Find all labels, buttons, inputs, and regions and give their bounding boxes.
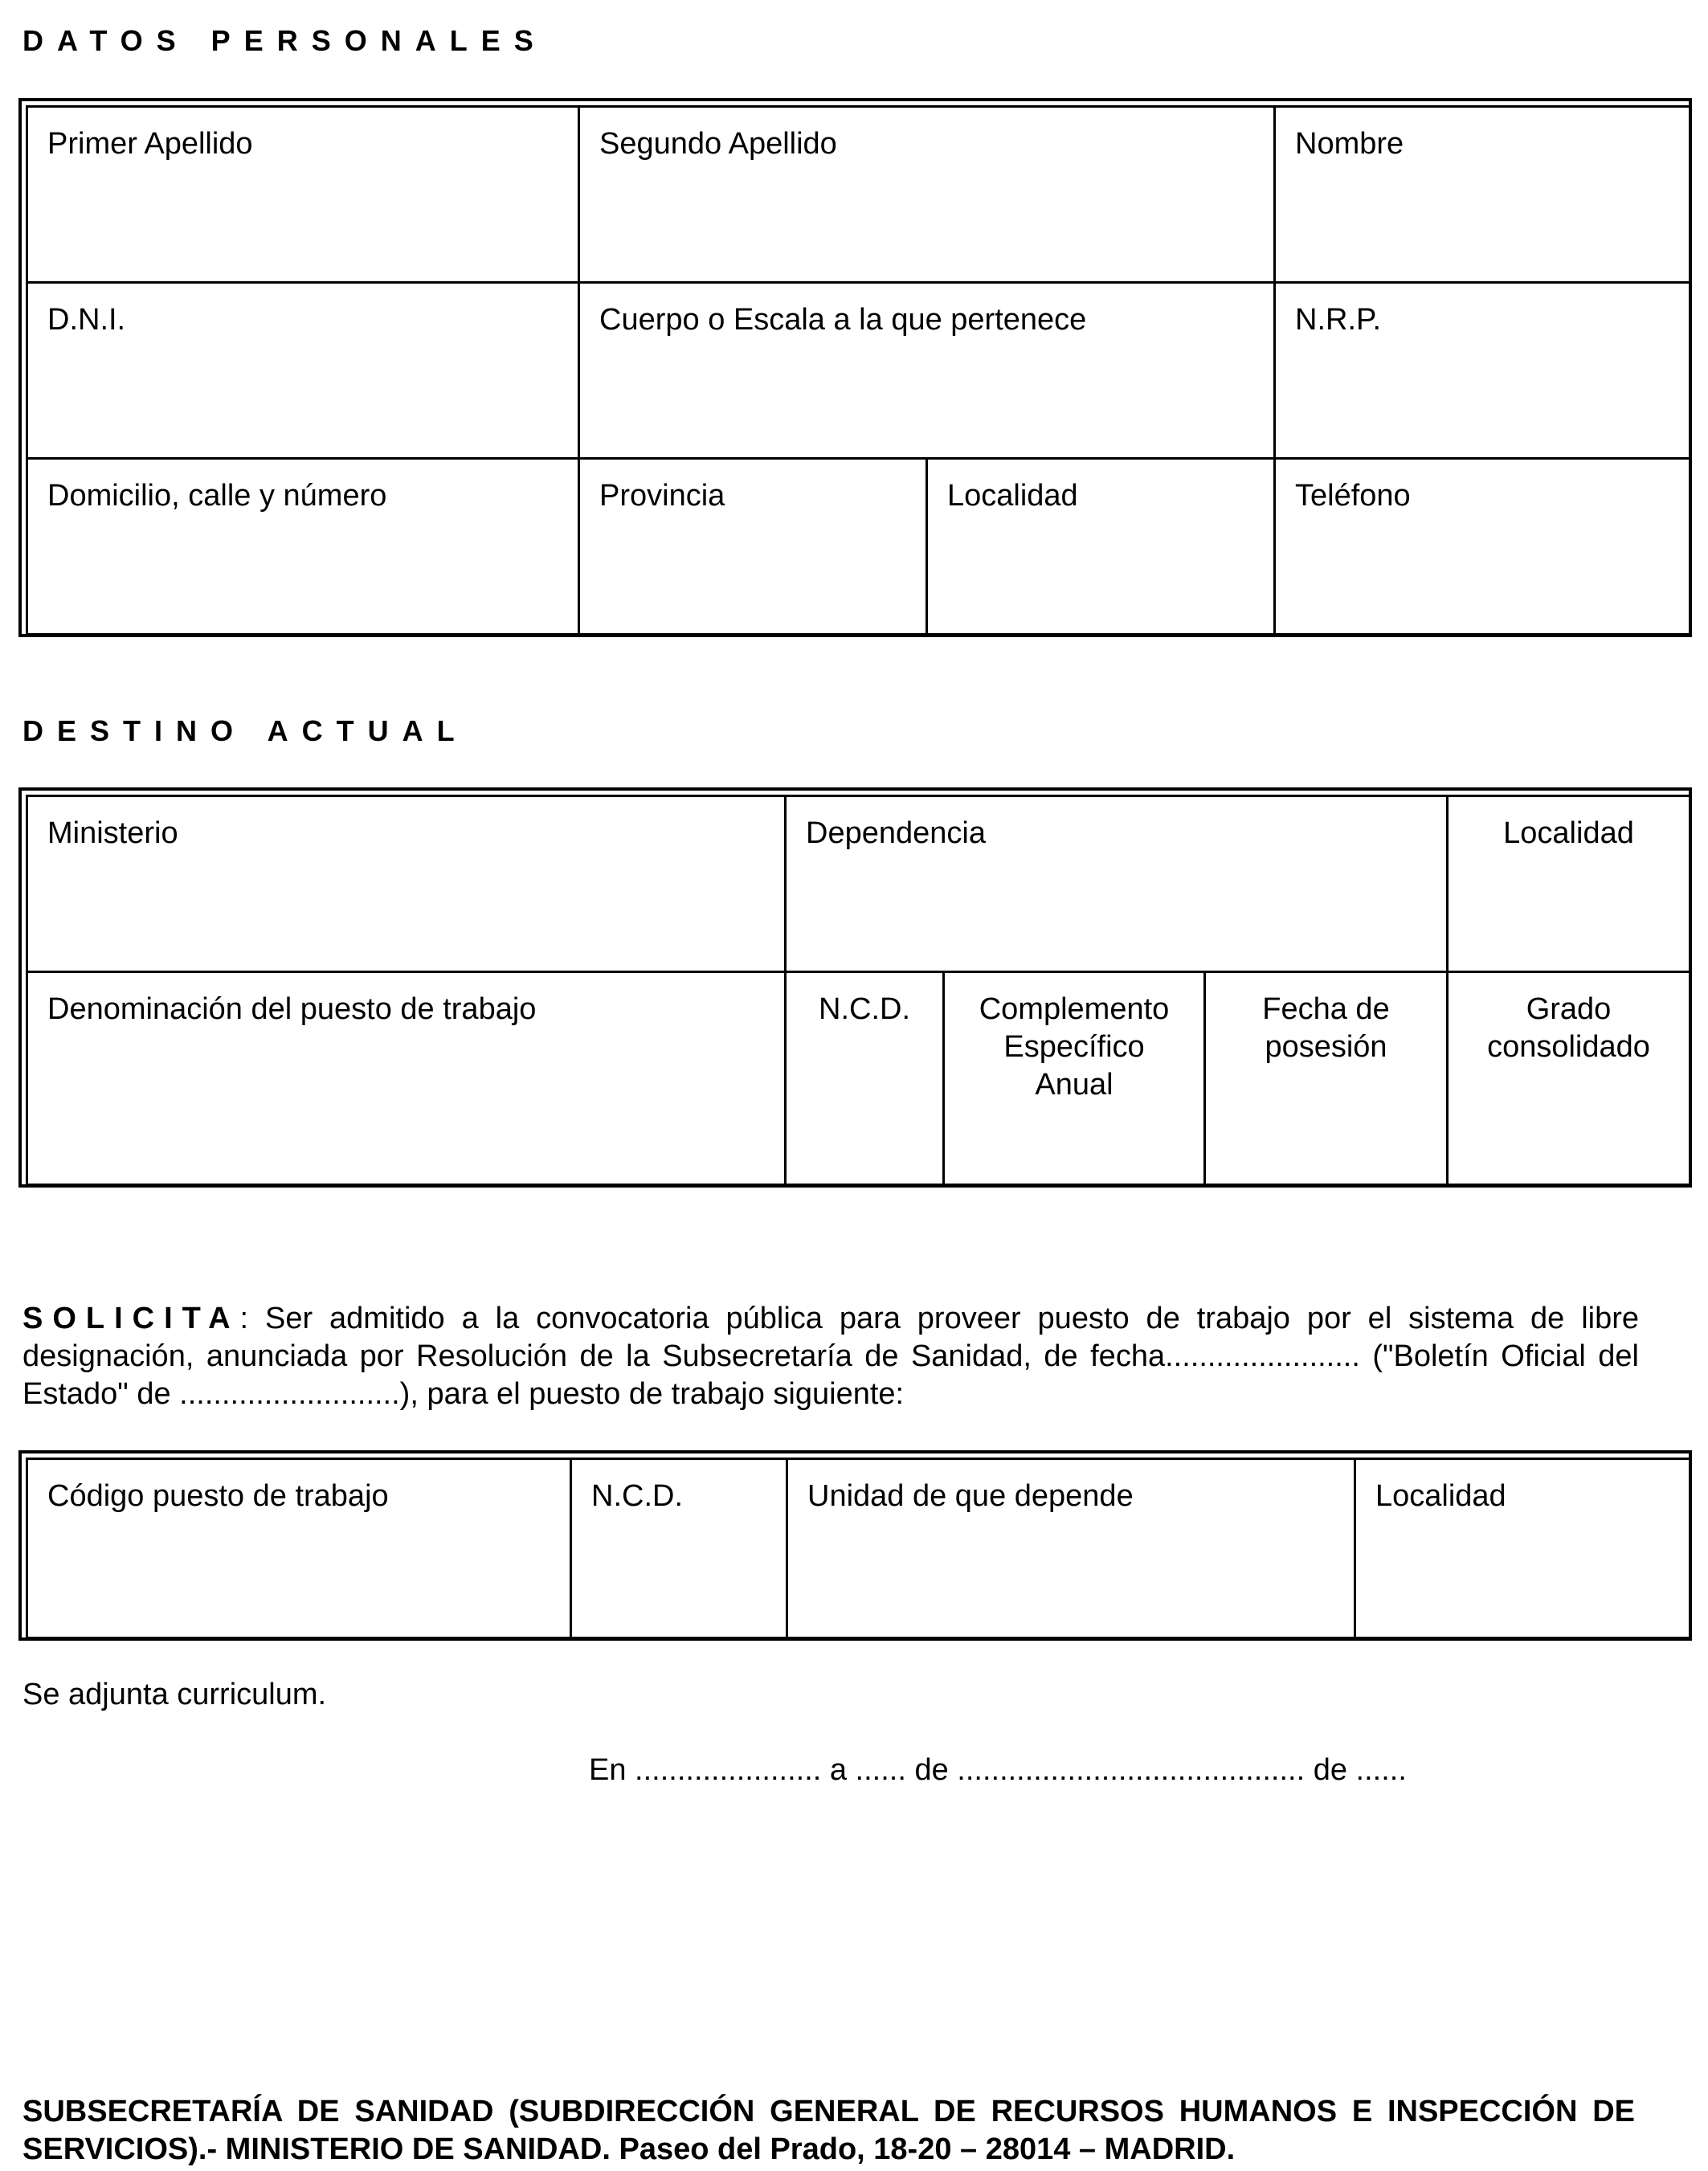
puesto-solicitado-table	[18, 1450, 1692, 1641]
field-grado-consolidado[interactable]: Grado consolidado	[1448, 972, 1690, 1185]
solicita-text: : Ser admitido a la convocatoria pública para proveer puesto de trabajo por el sistema de libre designación, anunciada por Resolución de la Subsecretaría de Sanidad, de fecha....................... ("Boletín Oficial del Estado" de ..........................), para el puesto de trabajo siguiente:	[22, 1302, 1639, 1411]
field-ministerio[interactable]: Ministerio	[27, 796, 786, 972]
destino-actual-table	[18, 787, 1692, 1188]
lugar-fecha-line: En ...................... a ...... de ......................................... de ......	[589, 1753, 1407, 1787]
field-codigo-puesto[interactable]: Código puesto de trabajo	[27, 1459, 571, 1638]
field-localidad-personal[interactable]: Localidad	[927, 459, 1275, 635]
field-telefono[interactable]: Teléfono	[1275, 459, 1690, 635]
solicita-paragraph	[22, 1300, 1639, 1413]
field-provincia[interactable]: Provincia	[579, 459, 927, 635]
table-row	[27, 1459, 1690, 1638]
field-primer-apellido[interactable]: Primer Apellido	[27, 107, 579, 283]
table-row	[27, 972, 1690, 1185]
field-localidad-solicitado[interactable]: Localidad	[1355, 1459, 1690, 1638]
section-heading-datos-personales: DATOS PERSONALES	[22, 24, 547, 57]
section-heading-destino-actual: DESTINO ACTUAL	[22, 714, 468, 747]
solicita-keyword: SOLICITA	[22, 1302, 240, 1335]
field-localidad-destino[interactable]: Localidad	[1448, 796, 1690, 972]
datos-personales-table	[18, 98, 1692, 637]
table-row	[27, 107, 1690, 283]
field-ncd-destino[interactable]: N.C.D.	[786, 972, 944, 1185]
field-domicilio[interactable]: Domicilio, calle y número	[27, 459, 579, 635]
footer-address: SUBSECRETARÍA DE SANIDAD (SUBDIRECCIÓN GENERAL DE RECURSOS HUMANOS E INSPECCIÓN DE SERVICIOS).- MINISTERIO DE SANIDAD. Paseo del Prado, 18-20 – 28014 – MADRID.	[22, 2095, 1635, 2166]
field-fecha-posesion[interactable]: Fecha de posesión	[1205, 972, 1448, 1185]
field-nrp[interactable]: N.R.P.	[1275, 283, 1690, 459]
field-dependencia[interactable]: Dependencia	[786, 796, 1448, 972]
field-denominacion-puesto[interactable]: Denominación del puesto de trabajo	[27, 972, 786, 1185]
field-nombre[interactable]: Nombre	[1275, 107, 1690, 283]
field-unidad-depende[interactable]: Unidad de que depende	[787, 1459, 1355, 1638]
field-segundo-apellido[interactable]: Segundo Apellido	[579, 107, 1275, 283]
field-complemento-especifico[interactable]: Complemento Específico Anual	[944, 972, 1205, 1185]
table-row	[27, 796, 1690, 972]
table-row	[27, 283, 1690, 459]
field-cuerpo-escala[interactable]: Cuerpo o Escala a la que pertenece	[579, 283, 1275, 459]
field-dni[interactable]: D.N.I.	[27, 283, 579, 459]
table-row	[27, 459, 1690, 635]
field-ncd-solicitado[interactable]: N.C.D.	[571, 1459, 787, 1638]
adjunta-curriculum-text: Se adjunta curriculum.	[22, 1678, 327, 1711]
